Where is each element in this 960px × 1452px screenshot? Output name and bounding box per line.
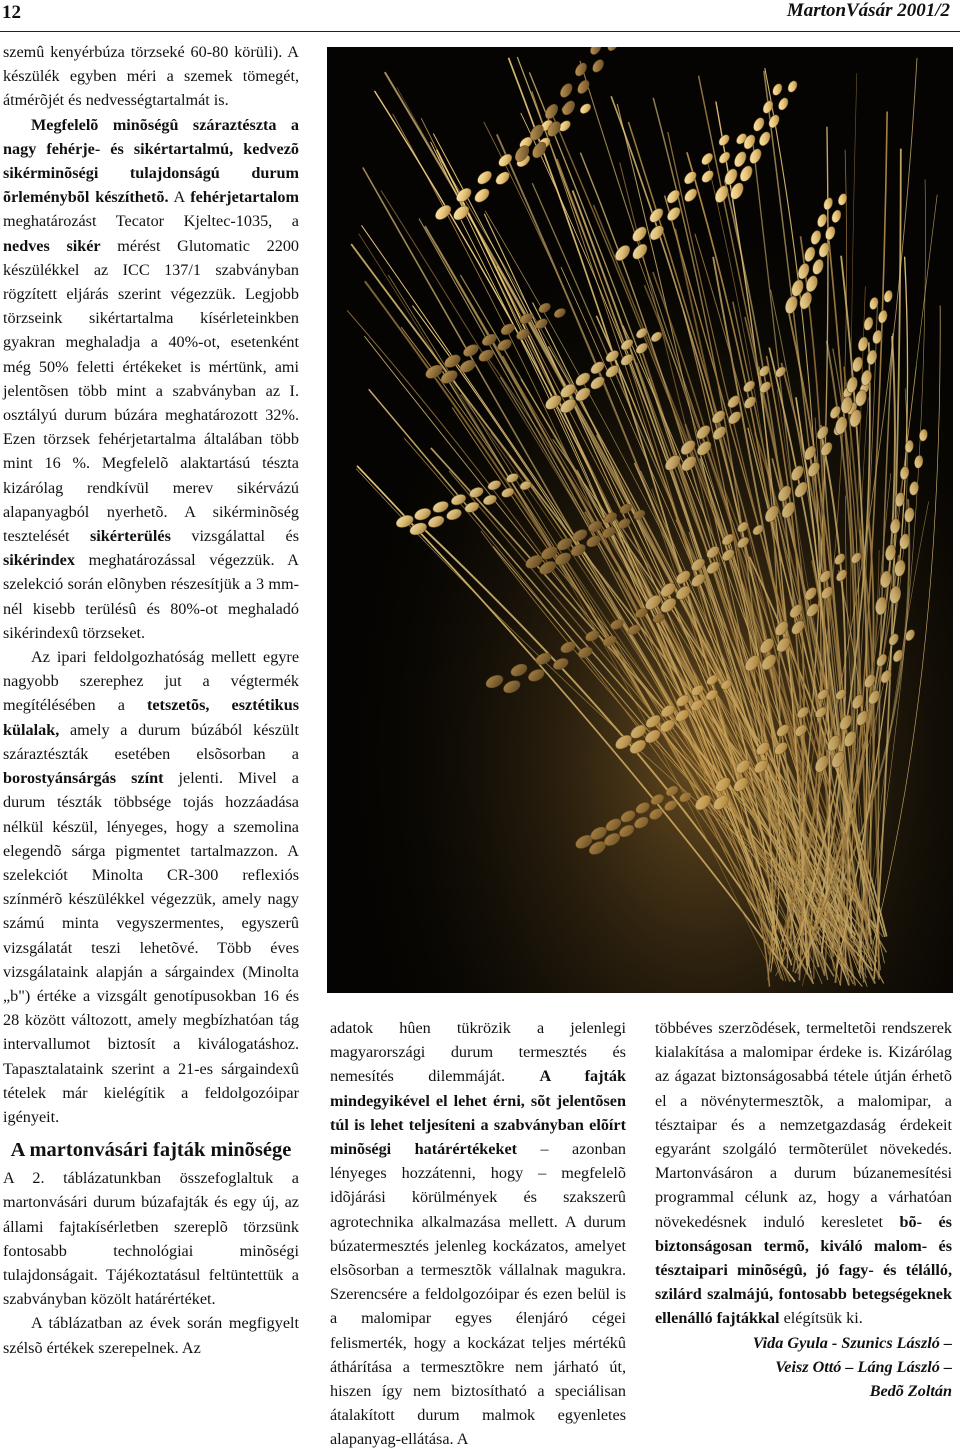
- paragraph: Megfelelõ minõségû száraztészta a nagy fehérje- és sikértartalmú, kedvezõ sikérminõségi tulajdonságú durum õrleménybõl készíthetõ. A fehérjetartalom meghatározást Tecator Kjeltec-1035, a nedves sikér mérést Glutomatic 2200 készülékkel az ICC 137/1 szabványban rögzített eljárás szerint végezzük. Legjobb törzseink sikértartalma kísérleteinkben gyakran meghaladja a 40%-ot, esetenként még 50% feletti értékeket is mértünk, ami jelentõsen több mint a szabványban az I. osztályú durum búzára meghatározott 32%. Ezen törzsek fehérjetartalma általában több mint 16 %. Megfelelõ alaktartású tészta kizárólag rendkívül merev sikérvázú alapanyagból nyerhetõ. A sikérminõség tesztelését sikérterülés vizsgálattal és sikérindex meghatározással végezzük. A szelekció során elõnyben részesítjük a 3 mm-nél kisebb terülésû és 80%-ot meghaladó sikérindexû törzseket.: [3, 115, 300, 642]
- page-number: 12: [2, 2, 21, 23]
- magazine-issue: MartonVásár 2001/2: [786, 0, 950, 21]
- header-rule: [0, 31, 960, 32]
- bold-text: tetszetõs, esztétikus külalak,: [3, 696, 299, 739]
- bold-text: nedves sikér: [3, 236, 101, 255]
- article-column-2: [330, 1016, 626, 1452]
- paragraph: A 2. táblázatunkban összefoglaltuk a martonvásári durum búzafajták és egy új, az állami fajtakísérletben szereplõ törzsünk fontosabb technológiai minõségi tulajdonságait. Tájékoztatásul feltüntettük a szabványban közölt határértéket.: [3, 1169, 299, 1309]
- paragraph: szemû kenyérbúza törzseké 60-80 körüli). A készülék egyben méri a szemek tömegét, átmérõjét és nedvességtartalmát is.: [3, 43, 299, 110]
- bold-text: A fajták mindegyikével el lehet érni, sõt jelentõsen túl is lehet teljesíteni a szabványban elõírt minõségi határértékeket: [330, 1067, 626, 1159]
- article-column-1: [3, 40, 299, 1360]
- paragraph: többéves szerzõdések, termeltetõi rendszerek kialakítása a malomipar érdeke is. Kizárólag az ágazat biztonságosabbá tétele útján érhetõ el a növénytermesztõk, a malomipar, a tésztaipar és a nemzetgazdaság érdekeit egyaránt szolgáló termõterület növekedés. Martonvásáron a durum búzanemesítési programmal célunk az, hogy a várhatóan növekedésnek induló keresletet bõ- és biztonságosan termõ, kiváló malom- és tésztaipari minõségû, jó fagy- és télálló, szilárd szalmájú, fontosabb betegségeknek ellenálló fajtákkal elégítsük ki.: [655, 1019, 952, 1328]
- paragraph: Az ipari feldolgozhatóság mellett egyre nagyobb szerephez jut a végtermék megítélésében a tetszetõs, esztétikus külalak, amely a durum búzából készült száraztészták esetében elsõsorban a borostyánsárgás színt jelenti. Mivel a durum tészták többsége tojás hozzáadása nélkül készül, lényeges, hogy a szemolina elegendõ sárga pigmentet tartalmazzon. A szelekciót Minolta CR-300 reflexiós színmérõ készülékkel végezzük, amely nagy számú minta vegyszermentes, egyszerû vizsgálatát teszi lehetõvé. Több éves vizsgálataink alapján a sárgaindex (Minolta „b") értéke a vizsgált genotípusokban 16 és 28 között változott, amely megbízhatóan tág intervallumot biztosít a kiválogatáshoz. Tapasztalataink szerint a 21-es sárgaindexû tételek már kielégítik a feldolgozóipar igényeit.: [3, 648, 299, 1126]
- bold-text: Megfelelõ minõségû száraztészta a nagy fehérje- és sikértartalmú, kedvezõ sikérminõségi tulajdonságú durum õrleménybõl készíthetõ.: [3, 115, 299, 207]
- author-line: Bedõ Zoltán: [869, 1382, 952, 1401]
- paragraph: A táblázatban az évek során megfigyelt szélsõ értékek szerepelnek. Az: [3, 1314, 299, 1357]
- bold-text: sikérindex: [3, 551, 75, 570]
- bold-text: borostyánsárgás színt: [3, 769, 164, 788]
- page-header: [0, 0, 960, 32]
- wheat-illustration: [327, 47, 953, 993]
- section-heading: A martonvásári fajták minõsége: [10, 1139, 292, 1162]
- bold-text: bõ- és biztonságosan termõ, kiváló malom- és tésztaipari minõségû, jó fagy- és télálló, szilárd szalmájú, fontosabb betegségeknek ellenálló fajtákkal: [655, 1212, 952, 1328]
- bold-text: fehérjetartalom: [190, 188, 299, 207]
- author-line: Veisz Ottó – Láng László –: [775, 1357, 952, 1376]
- article-column-3: [655, 1016, 952, 1403]
- wheat-ears-photo: [327, 47, 953, 993]
- paragraph: adatok hûen tükrözik a jelenlegi magyarországi durum termesztés és nemesítés dilemmáját. A fajták mindegyikével el lehet érni, sõt jelentõsen túl is lehet teljesíteni a szabványban elõírt minõségi határértékeket – azonban lényeges hozzátenni, hogy – megfelelõ idõjárási körülmények és szakszerû agrotechnika alkalmazása mellett. A durum búzatermesztés jelenleg kockázatos, amelyet elsõsorban a termesztõk vállalnak magukra. Szerencsére a feldolgozóipar és ezen belül is a malomipar egyes élenjáró cégei felismerték, hogy a kockázat teljes mértékû áthárítása a termesztõkre nem járható út, hiszen így nem biztosítható a speciálisan átalakított durum malmok egyenletes alapanyag-ellátása. A: [330, 1019, 626, 1449]
- author-line: Vida Gyula - Szunics László –: [752, 1333, 952, 1352]
- bold-text: sikérterülés: [89, 527, 171, 546]
